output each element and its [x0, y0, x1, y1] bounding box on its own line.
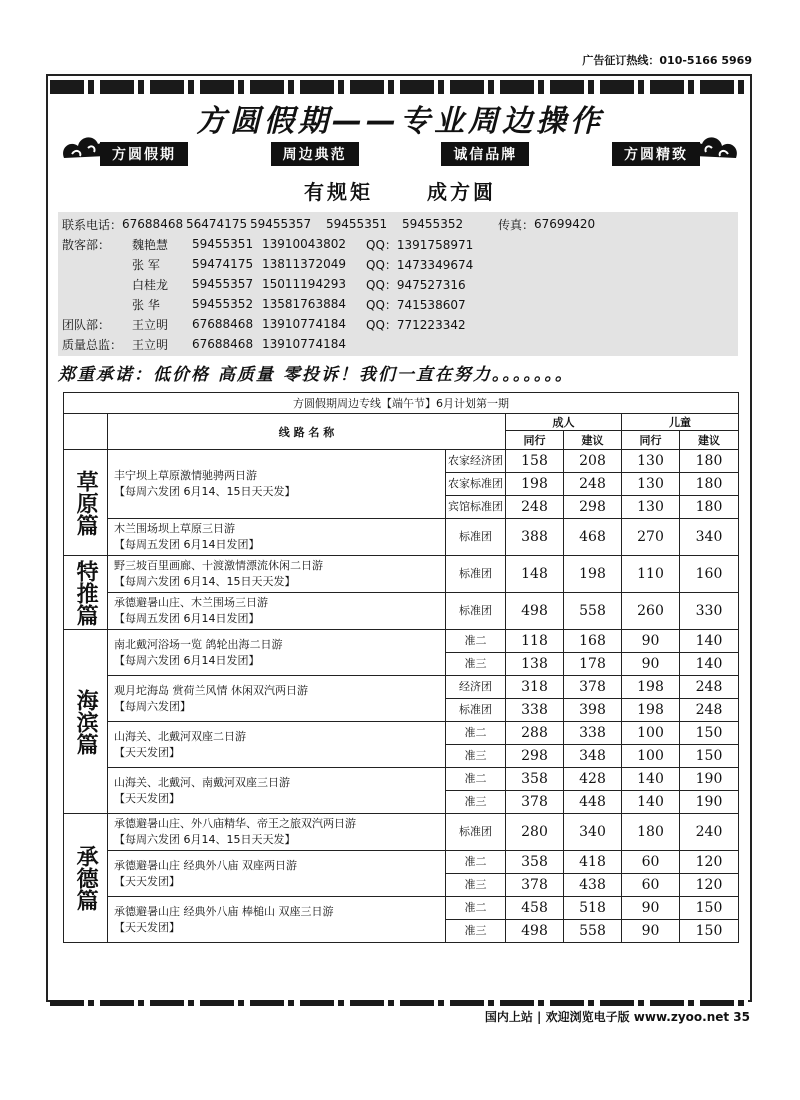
staff-mobile: 13910043802 — [262, 237, 346, 251]
adult-peer-header: 同行 — [506, 431, 564, 450]
table-row — [64, 676, 739, 699]
route-name: 丰宁坝上草原激情驰骋两日游 — [114, 469, 257, 482]
route-schedule: 【天天发团】 — [114, 791, 180, 805]
child-peer-price: 270 — [622, 519, 680, 556]
child-peer-price: 198 — [622, 699, 680, 722]
child-suggest-price: 150 — [680, 745, 739, 768]
staff-qq: QQ：947527316 — [366, 277, 466, 292]
price-table-body — [64, 450, 739, 943]
adult-peer-price: 458 — [506, 897, 564, 920]
child-peer-header: 同行 — [622, 431, 680, 450]
staff-row — [62, 334, 734, 354]
staff-tel: 59455357 — [192, 277, 254, 291]
tag-4: 方圆精致 — [612, 142, 700, 166]
adult-suggest-price: 168 — [564, 630, 622, 653]
route-name: 野三坡百里画廊、十渡激情漂流休闲二日游 — [114, 559, 323, 572]
child-peer-price: 140 — [622, 791, 680, 814]
child-header: 儿童 — [622, 414, 739, 431]
child-peer-price: 198 — [622, 676, 680, 699]
adult-suggest-price: 178 — [564, 653, 622, 676]
route-schedule: 【每周六发团】 — [114, 699, 191, 713]
route-cell — [108, 450, 446, 519]
staff-row — [62, 234, 734, 254]
fax-number: 67699420 — [534, 217, 596, 231]
table-row — [64, 722, 739, 745]
adult-suggest-price: 198 — [564, 556, 622, 593]
staff-name: 白桂龙 — [132, 277, 169, 292]
ad-hotline: 广告征订热线：010-5166 5969 — [582, 54, 752, 67]
staff-dept: 散客部： — [62, 237, 111, 252]
child-peer-price: 130 — [622, 450, 680, 473]
child-peer-price: 110 — [622, 556, 680, 593]
brand-tags — [100, 142, 700, 166]
table-row — [64, 556, 739, 593]
standard-cell: 准三 — [446, 874, 506, 897]
staff-tel: 67688468 — [192, 317, 254, 331]
child-suggest-price: 150 — [680, 897, 739, 920]
route-schedule: 【每周六发团 6月14日发团】 — [114, 653, 260, 667]
contact-panel — [58, 212, 738, 356]
staff-qq: QQ：1391758971 — [366, 237, 474, 252]
child-suggest-price: 140 — [680, 653, 739, 676]
adult-suggest-price: 428 — [564, 768, 622, 791]
route-schedule: 【每周五发团 6月14日发团】 — [114, 538, 260, 551]
staff-mobile: 13910774184 — [262, 337, 346, 351]
child-peer-price: 100 — [622, 722, 680, 745]
staff-row — [62, 254, 734, 274]
route-schedule: 【天天发团】 — [114, 874, 180, 888]
brand-title: 方圆假期——专业周边操作 — [196, 104, 604, 139]
child-peer-price: 60 — [622, 874, 680, 897]
phone-label: 联系电话： — [62, 217, 123, 232]
table-caption: 方圆假期周边专线【端午节】6月计划第一期 — [64, 393, 739, 414]
adult-peer-price: 158 — [506, 450, 564, 473]
child-suggest-price: 330 — [680, 593, 739, 630]
staff-name: 王立明 — [132, 317, 169, 332]
adult-suggest-price: 468 — [564, 519, 622, 556]
route-cell — [108, 851, 446, 897]
table-row — [64, 593, 739, 630]
adult-peer-price: 498 — [506, 593, 564, 630]
phone-number: 59455351 — [326, 217, 388, 231]
child-peer-price: 60 — [622, 851, 680, 874]
table-row — [64, 768, 739, 791]
staff-tel: 59455351 — [192, 237, 254, 251]
staff-mobile: 13811372049 — [262, 257, 346, 271]
staff-row — [62, 294, 734, 314]
route-name: 观月坨海岛 赏荷兰风情 休闲双汽两日游 — [114, 683, 308, 697]
staff-mobile: 13910774184 — [262, 317, 346, 331]
adult-suggest-price: 398 — [564, 699, 622, 722]
fax-label: 传真： — [498, 217, 535, 232]
motto-part-2: 成方圆 — [426, 180, 496, 204]
route-cell — [108, 556, 446, 593]
table-row — [64, 630, 739, 653]
adult-suggest-price: 340 — [564, 814, 622, 851]
table-row — [64, 519, 739, 556]
route-name: 承德避暑山庄、木兰围场三日游 — [114, 596, 268, 609]
adult-peer-price: 338 — [506, 699, 564, 722]
standard-cell: 标准团 — [446, 814, 506, 851]
adult-peer-price: 288 — [506, 722, 564, 745]
child-suggest-price: 160 — [680, 556, 739, 593]
route-name: 承德避暑山庄、外八庙精华、帝王之旅双汽两日游 — [114, 817, 356, 830]
route-cell — [108, 897, 446, 943]
child-peer-price: 90 — [622, 920, 680, 943]
staff-row — [62, 274, 734, 294]
route-schedule: 【每周五发团 6月14日发团】 — [114, 612, 260, 625]
adult-suggest-price: 518 — [564, 897, 622, 920]
adult-suggest-header: 建议 — [564, 431, 622, 450]
child-suggest-price: 180 — [680, 450, 739, 473]
staff-name: 王立明 — [132, 337, 169, 352]
tag-3: 诚信品牌 — [441, 142, 529, 166]
adult-suggest-price: 348 — [564, 745, 622, 768]
adult-header: 成人 — [506, 414, 622, 431]
standard-cell: 农家标准团 — [446, 473, 506, 496]
adult-peer-price: 378 — [506, 791, 564, 814]
child-peer-price: 100 — [622, 745, 680, 768]
route-name: 木兰围场坝上草原三日游 — [114, 522, 235, 535]
staff-qq: QQ：741538607 — [366, 297, 466, 312]
child-peer-price: 130 — [622, 473, 680, 496]
child-peer-price: 90 — [622, 653, 680, 676]
staff-name: 魏艳慧 — [132, 237, 169, 252]
standard-cell: 准二 — [446, 722, 506, 745]
child-suggest-price: 150 — [680, 920, 739, 943]
standard-cell: 准三 — [446, 920, 506, 943]
adult-peer-price: 318 — [506, 676, 564, 699]
adult-suggest-price: 558 — [564, 920, 622, 943]
child-suggest-header: 建议 — [680, 431, 739, 450]
table-row — [64, 897, 739, 920]
route-cell — [108, 593, 446, 630]
staff-name: 张 军 — [132, 257, 160, 272]
child-suggest-price: 240 — [680, 814, 739, 851]
section-label: 承德篇 — [64, 814, 108, 943]
adult-suggest-price: 248 — [564, 473, 622, 496]
standard-cell: 标准团 — [446, 593, 506, 630]
route-cell — [108, 630, 446, 676]
adult-suggest-price: 208 — [564, 450, 622, 473]
child-peer-price: 180 — [622, 814, 680, 851]
route-cell — [108, 676, 446, 722]
adult-peer-price: 358 — [506, 768, 564, 791]
child-suggest-price: 140 — [680, 630, 739, 653]
adult-peer-price: 148 — [506, 556, 564, 593]
adult-peer-price: 358 — [506, 851, 564, 874]
child-suggest-price: 180 — [680, 473, 739, 496]
staff-mobile: 13581763884 — [262, 297, 346, 311]
standard-cell: 准三 — [446, 745, 506, 768]
staff-qq: QQ：771223342 — [366, 317, 466, 332]
section-label: 海滨篇 — [64, 630, 108, 814]
adult-peer-price: 138 — [506, 653, 564, 676]
child-suggest-price: 180 — [680, 496, 739, 519]
adult-peer-price: 388 — [506, 519, 564, 556]
standard-cell: 经济团 — [446, 676, 506, 699]
adult-suggest-price: 298 — [564, 496, 622, 519]
route-schedule: 【每周六发团 6月14、15日天天发】 — [114, 833, 296, 846]
adult-suggest-price: 418 — [564, 851, 622, 874]
phone-number: 59455352 — [402, 217, 464, 231]
staff-tel: 67688468 — [192, 337, 254, 351]
table-row — [64, 851, 739, 874]
route-schedule: 【每周六发团 6月14、15日天天发】 — [114, 575, 296, 588]
child-suggest-price: 248 — [680, 699, 739, 722]
staff-tel: 59474175 — [192, 257, 254, 271]
standard-cell: 准三 — [446, 791, 506, 814]
standard-cell: 准二 — [446, 851, 506, 874]
adult-peer-price: 248 — [506, 496, 564, 519]
promise-slogan: 郑重承诺：低价格 高质量 零投诉！我们一直在努力。。。。。。。 — [58, 365, 574, 385]
route-schedule: 【每周六发团 6月14、15日天天发】 — [114, 485, 296, 498]
staff-tel: 59455352 — [192, 297, 254, 311]
standard-cell: 准二 — [446, 768, 506, 791]
child-suggest-price: 190 — [680, 791, 739, 814]
staff-name: 张 华 — [132, 297, 160, 312]
adult-peer-price: 498 — [506, 920, 564, 943]
standard-cell: 农家经济团 — [446, 450, 506, 473]
standard-cell: 准二 — [446, 897, 506, 920]
route-header: 线 路 名 称 — [108, 414, 506, 450]
child-peer-price: 90 — [622, 630, 680, 653]
tag-1: 方圆假期 — [100, 142, 188, 166]
phone-number: 56474175 — [186, 217, 248, 231]
adult-peer-price: 298 — [506, 745, 564, 768]
corner-cell — [64, 414, 108, 450]
adult-suggest-price: 338 — [564, 722, 622, 745]
adult-suggest-price: 378 — [564, 676, 622, 699]
staff-qq: QQ：1473349674 — [366, 257, 474, 272]
section-label: 草原篇 — [64, 450, 108, 556]
route-name: 山海关、北戴河、南戴河双座三日游 — [114, 775, 290, 789]
decorative-border-top — [50, 80, 748, 94]
adult-suggest-price: 448 — [564, 791, 622, 814]
child-suggest-price: 190 — [680, 768, 739, 791]
adult-peer-price: 378 — [506, 874, 564, 897]
route-name: 山海关、北戴河双座二日游 — [114, 729, 246, 743]
child-suggest-price: 340 — [680, 519, 739, 556]
route-cell — [108, 519, 446, 556]
motto — [0, 176, 800, 205]
child-peer-price: 130 — [622, 496, 680, 519]
route-schedule: 【天天发团】 — [114, 745, 180, 759]
adult-suggest-price: 438 — [564, 874, 622, 897]
standard-cell: 宾馆标准团 — [446, 496, 506, 519]
adult-suggest-price: 558 — [564, 593, 622, 630]
route-name: 承德避暑山庄 经典外八庙 双座两日游 — [114, 858, 297, 872]
child-peer-price: 90 — [622, 897, 680, 920]
phone-row — [62, 214, 734, 234]
standard-cell: 标准团 — [446, 519, 506, 556]
child-suggest-price: 150 — [680, 722, 739, 745]
decorative-border-bottom — [50, 1000, 748, 1006]
motto-part-1: 有规矩 — [304, 180, 374, 204]
child-peer-price: 260 — [622, 593, 680, 630]
route-cell — [108, 768, 446, 814]
tag-2: 周边典范 — [271, 142, 359, 166]
route-name: 承德避暑山庄 经典外八庙 棒槌山 双座三日游 — [114, 904, 334, 918]
page-footer: 国内上站 | 欢迎浏览电子版 www.zyoo.net 35 — [484, 1010, 750, 1024]
table-row — [64, 814, 739, 851]
standard-cell: 准二 — [446, 630, 506, 653]
child-suggest-price: 120 — [680, 874, 739, 897]
standard-cell: 准三 — [446, 653, 506, 676]
price-table — [63, 392, 739, 943]
route-cell — [108, 722, 446, 768]
child-suggest-price: 248 — [680, 676, 739, 699]
adult-peer-price: 118 — [506, 630, 564, 653]
adult-peer-price: 198 — [506, 473, 564, 496]
child-peer-price: 140 — [622, 768, 680, 791]
standard-cell: 标准团 — [446, 699, 506, 722]
standard-cell: 标准团 — [446, 556, 506, 593]
route-schedule: 【天天发团】 — [114, 920, 180, 934]
route-name: 南北戴河浴场一览 鸽轮出海二日游 — [114, 637, 283, 651]
staff-dept: 团队部： — [62, 317, 111, 332]
phone-number: 59455357 — [250, 217, 312, 231]
staff-dept: 质量总监： — [62, 337, 123, 352]
phone-number: 67688468 — [122, 217, 184, 231]
route-cell — [108, 814, 446, 851]
staff-row — [62, 314, 734, 334]
staff-mobile: 15011194293 — [262, 277, 346, 291]
section-label: 特推篇 — [64, 556, 108, 630]
adult-peer-price: 280 — [506, 814, 564, 851]
table-row — [64, 450, 739, 473]
child-suggest-price: 120 — [680, 851, 739, 874]
